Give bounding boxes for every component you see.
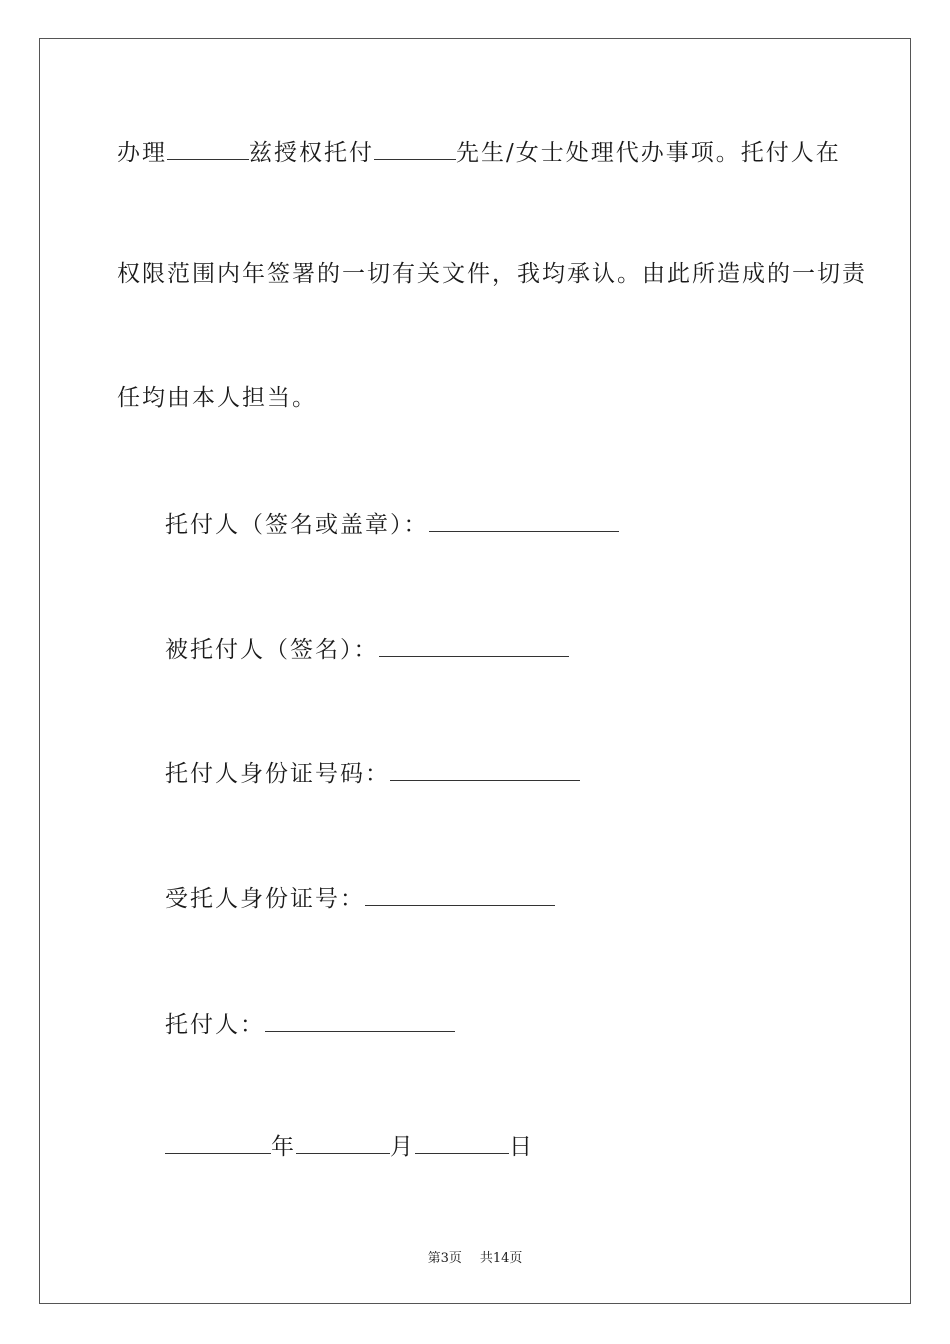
body-text: 先生/女士处理代办事项。托付人在 [456, 140, 841, 166]
page-number: 第3页 [427, 1251, 462, 1266]
blank-line[interactable] [374, 137, 456, 160]
body-text: 兹授权托付 [249, 140, 374, 166]
month-label: 月 [390, 1134, 415, 1160]
day-blank[interactable] [415, 1131, 509, 1154]
blank-line[interactable] [167, 137, 249, 160]
year-label: 年 [271, 1134, 296, 1160]
page-total: 共14页 [479, 1251, 523, 1266]
principal-sign-blank[interactable] [429, 509, 619, 532]
year-blank[interactable] [165, 1131, 271, 1154]
body-line-2: 权限范围内年签署的一切有关文件，我均承认。由此所造成的一切责 [117, 261, 867, 287]
agent-id-blank[interactable] [365, 883, 555, 906]
page-footer [0, 1247, 950, 1266]
page-frame [39, 38, 911, 1304]
principal-blank[interactable] [265, 1009, 455, 1032]
date-field [165, 1131, 534, 1162]
field-label: 受托人身份证号： [165, 886, 365, 912]
field-label: 托付人身份证号码： [165, 761, 390, 787]
body-line-1 [117, 137, 841, 168]
day-label: 日 [509, 1134, 534, 1160]
field-label: 托付人（签名或盖章）： [165, 512, 429, 538]
field-label: 被托付人（签名）： [165, 637, 379, 663]
principal-id-field [165, 758, 580, 789]
month-blank[interactable] [296, 1131, 390, 1154]
principal-field [165, 1009, 455, 1040]
field-label: 托付人： [165, 1012, 265, 1038]
principal-id-blank[interactable] [390, 758, 580, 781]
agent-sign-blank[interactable] [379, 634, 569, 657]
principal-sign-field [165, 509, 619, 540]
body-line-3: 任均由本人担当。 [117, 385, 317, 411]
body-text: 办理 [117, 140, 167, 166]
agent-id-field [165, 883, 555, 914]
agent-sign-field [165, 634, 569, 665]
